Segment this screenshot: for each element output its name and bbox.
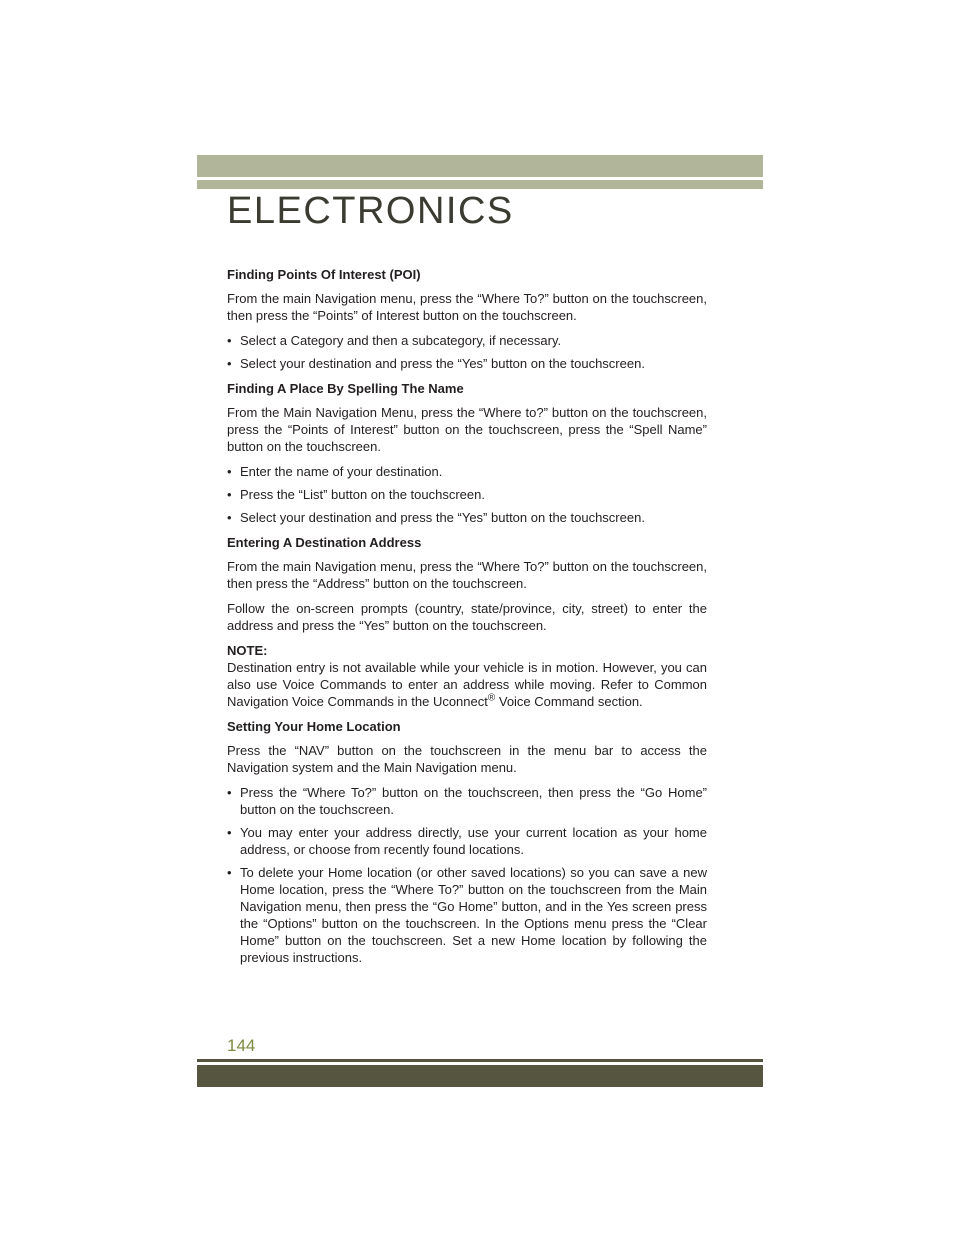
- list-item: [227, 463, 707, 480]
- bullet-icon: •: [227, 825, 232, 840]
- list-item: [227, 355, 707, 372]
- list-item: [227, 509, 707, 526]
- address-heading: Entering A Destination Address: [227, 535, 422, 550]
- page-number: 144: [227, 1036, 256, 1055]
- bullet-icon: •: [227, 865, 232, 880]
- bullet-icon: •: [227, 464, 232, 479]
- list-item-text: Select a Category and then a subcategory, if necessary.: [240, 333, 562, 348]
- bullet-icon: •: [227, 785, 232, 800]
- address-para-1: From the main Navigation menu, press the “Where To?” button on the touchscreen, then press the “Address” button on the touchscreen.: [227, 559, 707, 591]
- list-item: [227, 332, 707, 349]
- list-item-text: Press the “List” button on the touchscreen.: [240, 487, 485, 502]
- list-item: [227, 864, 707, 966]
- list-item-text: To delete your Home location (or other saved locations) so you can save a new Home location, press the “Where To?” button on the touchscreen from the Main Navigation menu, then press the “Go Home” button, and in the Yes screen press the “Options” button on the touchscreen. In the Options menu press the “Clear Home” button on the touchscreen. Set a new Home location by following the previous instructions.: [240, 865, 707, 965]
- footer-rule: [197, 1059, 763, 1062]
- note-text-before: Destination entry is not available while your vehicle is in motion. However, you can also use Voice Commands to enter an address while moving. Refer to Common Navigation Voice Commands in the Uconnect: [227, 660, 707, 709]
- bullet-icon: •: [227, 487, 232, 502]
- address-para-2: Follow the on-screen prompts (country, state/province, city, street) to enter the address and press the “Yes” button on the touchscreen.: [227, 601, 707, 633]
- bullet-icon: •: [227, 356, 232, 371]
- list-item: [227, 784, 707, 818]
- list-item-text: Enter the name of your destination.: [240, 464, 443, 479]
- header-band: [197, 155, 763, 177]
- poi-heading: Finding Points Of Interest (POI): [227, 267, 421, 282]
- bullet-icon: •: [227, 510, 232, 525]
- home-bullet-list: [227, 784, 707, 966]
- list-item-text: Select your destination and press the “Yes” button on the touchscreen.: [240, 510, 645, 525]
- header-rule: [197, 180, 763, 189]
- list-item-text: You may enter your address directly, use your current location as your home address, or choose from recently found locations.: [240, 825, 707, 857]
- note-label: NOTE:: [227, 643, 268, 658]
- list-item-text: Press the “Where To?” button on the touchscreen, then press the “Go Home” button on the touchscreen.: [240, 785, 707, 817]
- list-item-text: Select your destination and press the “Yes” button on the touchscreen.: [240, 356, 645, 371]
- home-intro: Press the “NAV” button on the touchscreen in the menu bar to access the Navigation system and the Main Navigation menu.: [227, 743, 707, 775]
- page-content: [227, 266, 707, 974]
- poi-bullet-list: [227, 332, 707, 372]
- spelling-heading: Finding A Place By Spelling The Name: [227, 381, 464, 396]
- note-body: [227, 659, 707, 710]
- list-item: [227, 824, 707, 858]
- section-title: ELECTRONICS: [227, 190, 514, 232]
- list-item: [227, 486, 707, 503]
- home-heading: Setting Your Home Location: [227, 719, 401, 734]
- spelling-intro: From the Main Navigation Menu, press the “Where to?” button on the touchscreen, press the “Points of Interest” button on the touchscreen, press the “Spell Name” button on the touchscreen.: [227, 405, 707, 454]
- spelling-bullet-list: [227, 463, 707, 526]
- note-text-after: Voice Command section.: [495, 694, 643, 709]
- bullet-icon: •: [227, 333, 232, 348]
- footer-band: [197, 1065, 763, 1087]
- poi-intro: From the main Navigation menu, press the “Where To?” button on the touchscreen, then press the “Points” of Interest button on the touchscreen.: [227, 291, 707, 323]
- registered-mark-icon: ®: [487, 692, 496, 704]
